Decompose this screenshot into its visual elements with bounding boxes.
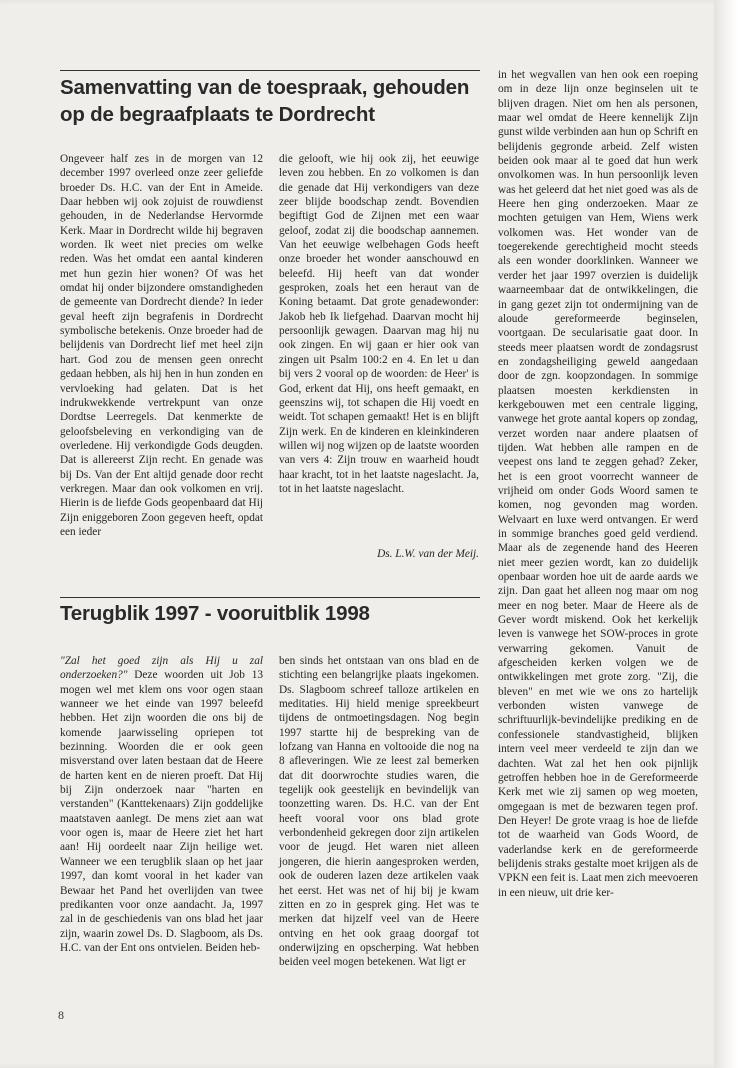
article2-column-2-text: ben sinds het ontstaan van ons blad en de stichting een belangrijke plaats ingekomen. Ds. Slagboom schreef talloze artikelen en meditaties. Hij hield menige spreekbeurt tijdens de ontmoetingsdagen. Nog begin 1997 startte hij de bespreking van de lofzang van Hanna en voltooide die nog na 8 afleveringen. Wie ze leest zal bemerken dat dit doorwrochte studies waren, die tegelijk ook geestelijk en bevindelijk van toonzetting waren. Ds. H.C. van der Ent heeft vooral voor ons blad grote verbondenheid gekregen door zijn artikelen voor de jeugd. Het waren niet alleen jongeren, die hierin aangesproken werden, ook de ouderen lazen deze artikelen vaak het eerst. Het was net of hij bij je kwam zitten en zo in gesprek ging. Het was te merken dat hijzelf veel van de Heere ontving en het ook graag doorgaf tot onderwijzing en opscherping. Wat hebben beiden veel mogen betekenen. Wat ligt er <box>279 655 479 969</box>
right-column-text: in het wegvallen van hen ook een roeping om in deze lijn onze beginselen uit te blijven dragen. Niet om hen als personen, maar wel omdat de Heere kennelijk Zijn gunst wilde verbinden aan hun op Schrift en belijdenis gegronde arbeid. Zelf wisten beiden ook maar al te goed dat hun werk onvolkomen was. In hun persoonlijk leven was het geleerd dat het niet goed was als de Heere hen ging onderzoeken. Maar ze mochten getuigen van Hem, Wiens werk volkomen was. Het wonder van de toegerekende gerechtigheid mocht steeds als een wonder doorklinken. Wanneer we verder het jaar 1997 overzien is duidelijk waarneembaar dat de ontwikkelingen, die in gang gezet zijn tot ondermijning van de aloude gereformeerde beginselen, voortgaan. De secularisatie gaat door. In steeds meer plaatsen wordt de zondagsrust en zondagsheiliging geweld aangedaan door de zgn. koopzondagen. In sommige plaatsen moesten kerkdiensten in kerkgebouwen met een centrale ligging, vanwege het grote aantal kopers op zondag, verzet worden naar andere plaatsen of tijden. Wat hebben alle rampen en de veepest ons land te zeggen gehad? Zeker, het is een groot voorrecht wanneer de vrijheid om onder Gods Woord samen te komen, nog gevonden mag worden. Welvaart en luxe werd ontvangen. Er werd in sommige branches goed geld verdiend. Maar als de zegenende hand des Heeren niet meer gezien wordt, kan zo duidelijk openbaar worden hoe uit de aarde aards we zijn. Dan gaat het alleen nog maar om nog meer en nog beter. Maar de Heere als de Gever wordt miskend. Ook het kerkelijk leven is vanwege het SOW-proces in grote verwarring gekomen. Vanuit de afgescheiden kerken volgen we de ontwikkelingen met grote zorg. "Zij, die bleven" en met wie we ons zo hartelijk verbonden wisten vanwege de schriftuurlijk-bevindelijke prediking en de confessionele standvastigheid, blijken intern veel meer verdeeld te zijn dan we dachten. Wat zal het hen ook pijnlijk getroffen hebben hoe in de Gereformeerde Kerk met wie zij samen op weg moeten, omgegaan is met de bezwaren tegen prof. Den Heyer! De grote vraag is hoe de liefde tot de waarheid van Gods Woord, de vaderlandse kerk en de gereformeerde belijdenis straks gestalte moet krijgen als de VPKN een feit is. Laat men zich meevoeren in een nieuw, uit drie ker- <box>498 69 698 899</box>
article2-top-rule <box>60 597 480 598</box>
article2-opening-quote: "Zal het goed zijn als Hij u zal onderzoeken?" <box>60 655 263 682</box>
article2-title: Terugblik 1997 - vooruitblik 1998 <box>60 602 370 625</box>
article1-column-1 <box>60 152 263 539</box>
article1-column-2 <box>279 152 479 496</box>
page-edge-shadow <box>714 0 738 1068</box>
article1-column-1-text: Ongeveer half zes in de morgen van 12 december 1997 overleed onze zeer geliefde broeder Ds. H.C. van der Ent in Ameide. Daar hebben wij ook zojuist de rouwdienst gehouden, in de Nederlandse Hervormde Kerk. Maar in Dordrecht wilde hij begraven worden. Ik weet niet precies om welke reden. Was het omdat een aantal kinderen met hun gezin hier wonen? Of was het omdat hij onder bijzondere omstandigheden de gemeente van Dordrecht diende? In ieder geval heeft zijn begrafenis in Dordrecht symbolische betekenis. Onze broeder had de belijdenis van Dordrecht lief met heel zijn hart. God zou de mensen geen onrecht gedaan hebben, als hij hen in hun zonden en vervloeking had gelaten. Dat is het indrukwekkende vertrekpunt van onze Dordtse Leerregels. Dat kenmerkte de geloofsbeleving en verkondiging van de overledene. Hij verkondigde Gods deugden. Dat is allereerst Zijn recht. En genade was bij Ds. Van der Ent altijd genade door recht verkregen. Maar dan ook volkomen en vrij. Hierin is de liefde Gods geopenbaard dat Hij Zijn eniggeboren Zoon gegeven heeft, opdat een ieder <box>60 153 263 538</box>
article1-signature: Ds. L.W. van der Meij. <box>377 548 479 560</box>
article2-column-1 <box>60 654 263 955</box>
right-column <box>498 68 698 900</box>
article1-column-2-text: die gelooft, wie hij ook zij, het eeuwige leven zou hebben. En zo volkomen is dan die genade dat Hij verkondigers van deze zeer blijde boodschap zendt. Bovendien begiftigt God de Zijnen met een waar geloof, zodat zij die boodschap aannemen. Van het eeuwige welbehagen Gods heeft onze broeder het wonder aanschouwd en beleefd. Hij heeft van dat wonder gesproken, zoals het een heraut van de Koning betaamt. Dat grote genadewonder: Jakob heb Ik liefgehad. Daarvan mocht hij persoonlijk gewagen. Daarvan mag hij nu ook zingen. En wij gaan er hier ook van zingen uit Psalm 100:2 en 4. En let u dan bij vers 2 vooral op de woorden: de Heer' is God, erkent dat Hij, ons heeft gemaakt, en geenszins wij, tot schapen die Hij voedt en weidt. Tot schapen gemaakt! Het is en blijft Zijn werk. En de kinderen en kleinkinderen willen wij nog wijzen op de laatste woorden van vers 4: Zijn trouw en waarheid houdt haar kracht, tot in het laatste nageslacht. Ja, tot in het laatste nageslacht. <box>279 153 479 495</box>
article2-column-2 <box>279 654 479 970</box>
article2-column-1-body: Deze woorden uit Job 13 mogen wel met klem ons voor ogen staan wanneer we het einde van 1997 beleefd hebben. Het zijn woorden die ons bij de komende jaarwisseling opriepen tot bezinning. Woorden die er ook geen misverstand over laten bestaan dat de Heere de harten kent en de nieren proeft. Dat Hij bij Zijn onderzoek naar "harten en verstanden" (Kanttekenaars) Zijn goddelijke maatstaven aanlegt. De mens ziet aan wat voor ogen is, maar de Heere ziet het hart aan! Hij oordeelt naar Zijn heilige wet. Wanneer we een terugblik slaan op het jaar 1997, dan komt vooral in het kader van Bewaar het Pand het overlijden van twee predikanten voor onze aandacht. Ja, 1997 zal in de geschiedenis van ons blad het jaar zijn, waarin zowel Ds. D. Slagboom, als Ds. H.C. van der Ent ons ontvielen. Beiden heb- <box>60 669 263 954</box>
article1-title: Samenvatting van de toespraak, gehouden op de begraafplaats te Dordrecht <box>60 76 470 126</box>
article1-top-rule <box>60 70 480 71</box>
article2-column-1-text <box>60 654 263 955</box>
page-number: 8 <box>58 1008 64 1022</box>
